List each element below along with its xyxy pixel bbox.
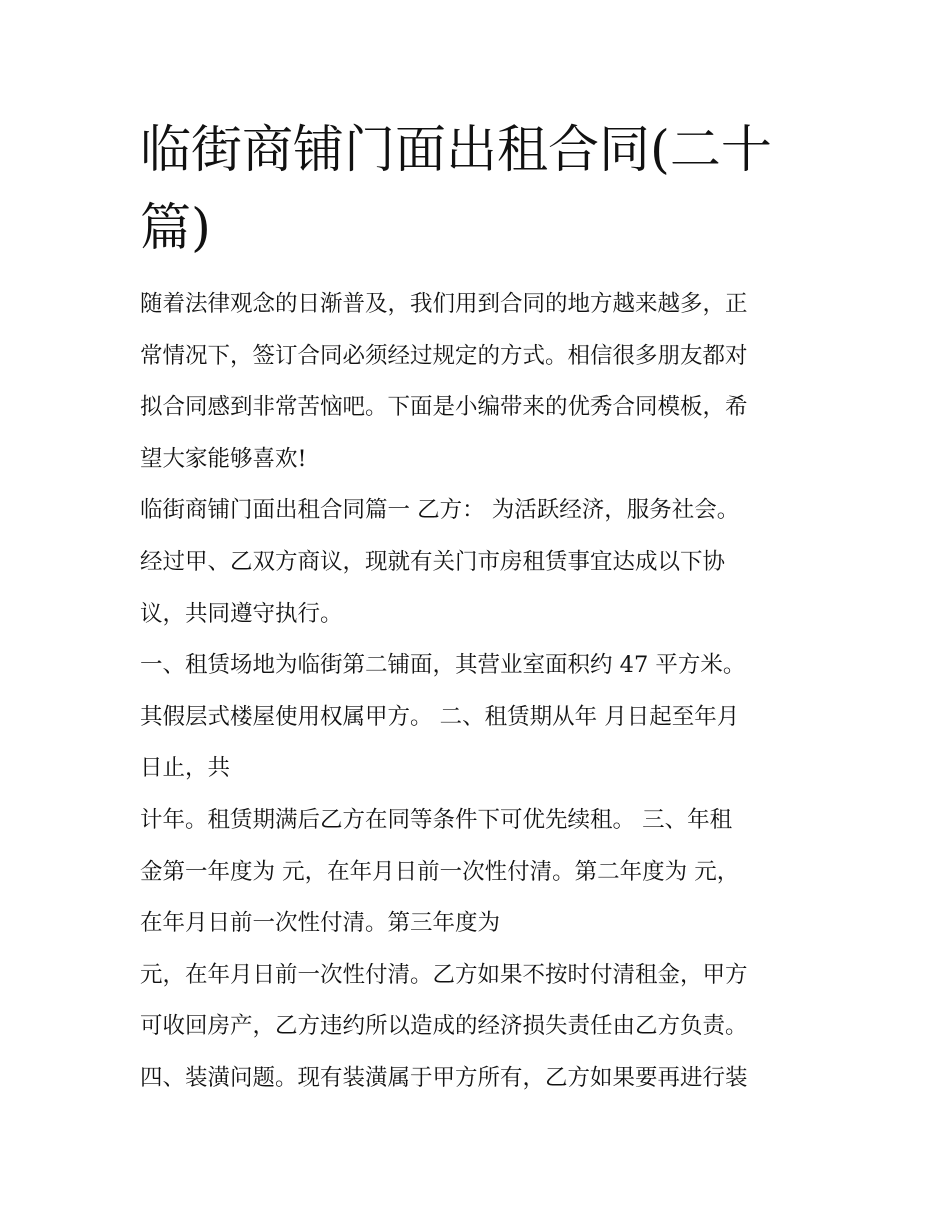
text-line: 在年月日前一次性付清。第三年度为 (140, 910, 501, 937)
text-line: 一、租赁场地为临街第二铺面，其营业室面积约 47 平方米。 (140, 652, 746, 679)
text-line: 可收回房产，乙方违约所以造成的经济损失责任由乙方负责。 (140, 1013, 748, 1040)
text-line: 金第一年度为 元，在年月日前一次性付清。第二年度为 元， (140, 858, 740, 885)
text-line: 经过甲、乙双方商议，现就有关门市房租赁事宜达成以下协 (140, 548, 726, 575)
text-line: 常情况下，签订合同必须经过规定的方式。相信很多朋友都对 (140, 342, 748, 369)
text-line: 其假层式楼屋使用权属甲方。 二、租赁期从年 月日起至年月 (140, 703, 740, 730)
text-line: 临街商铺门面出租合同篇一 乙方： 为活跃经济，服务社会。 (140, 497, 740, 524)
text-line: 四、装潢问题。现有装潢属于甲方所有，乙方如果要再进行装 (140, 1064, 748, 1091)
text-line: 拟合同感到非常苦恼吧。下面是小编带来的优秀合同模板，希 (140, 394, 748, 421)
text-line: 随着法律观念的日渐普及，我们用到合同的地方越来越多，正 (140, 291, 748, 317)
text-line: 计年。租赁期满后乙方在同等条件下可优先续租。 三、年租 (140, 806, 733, 833)
document-body (140, 279, 820, 1105)
text-line: 元，在年月日前一次性付清。乙方如果不按时付清租金，甲方 (140, 961, 748, 988)
text-line: 日止，共 (140, 755, 231, 782)
document-title (140, 112, 820, 268)
text-line: 望大家能够喜欢! (140, 445, 307, 472)
title-line: 临街商铺门面出租合同(二十 (140, 121, 772, 180)
text-line: 议，共同遵守执行。 (140, 600, 343, 627)
title-line: 篇) (140, 199, 211, 258)
